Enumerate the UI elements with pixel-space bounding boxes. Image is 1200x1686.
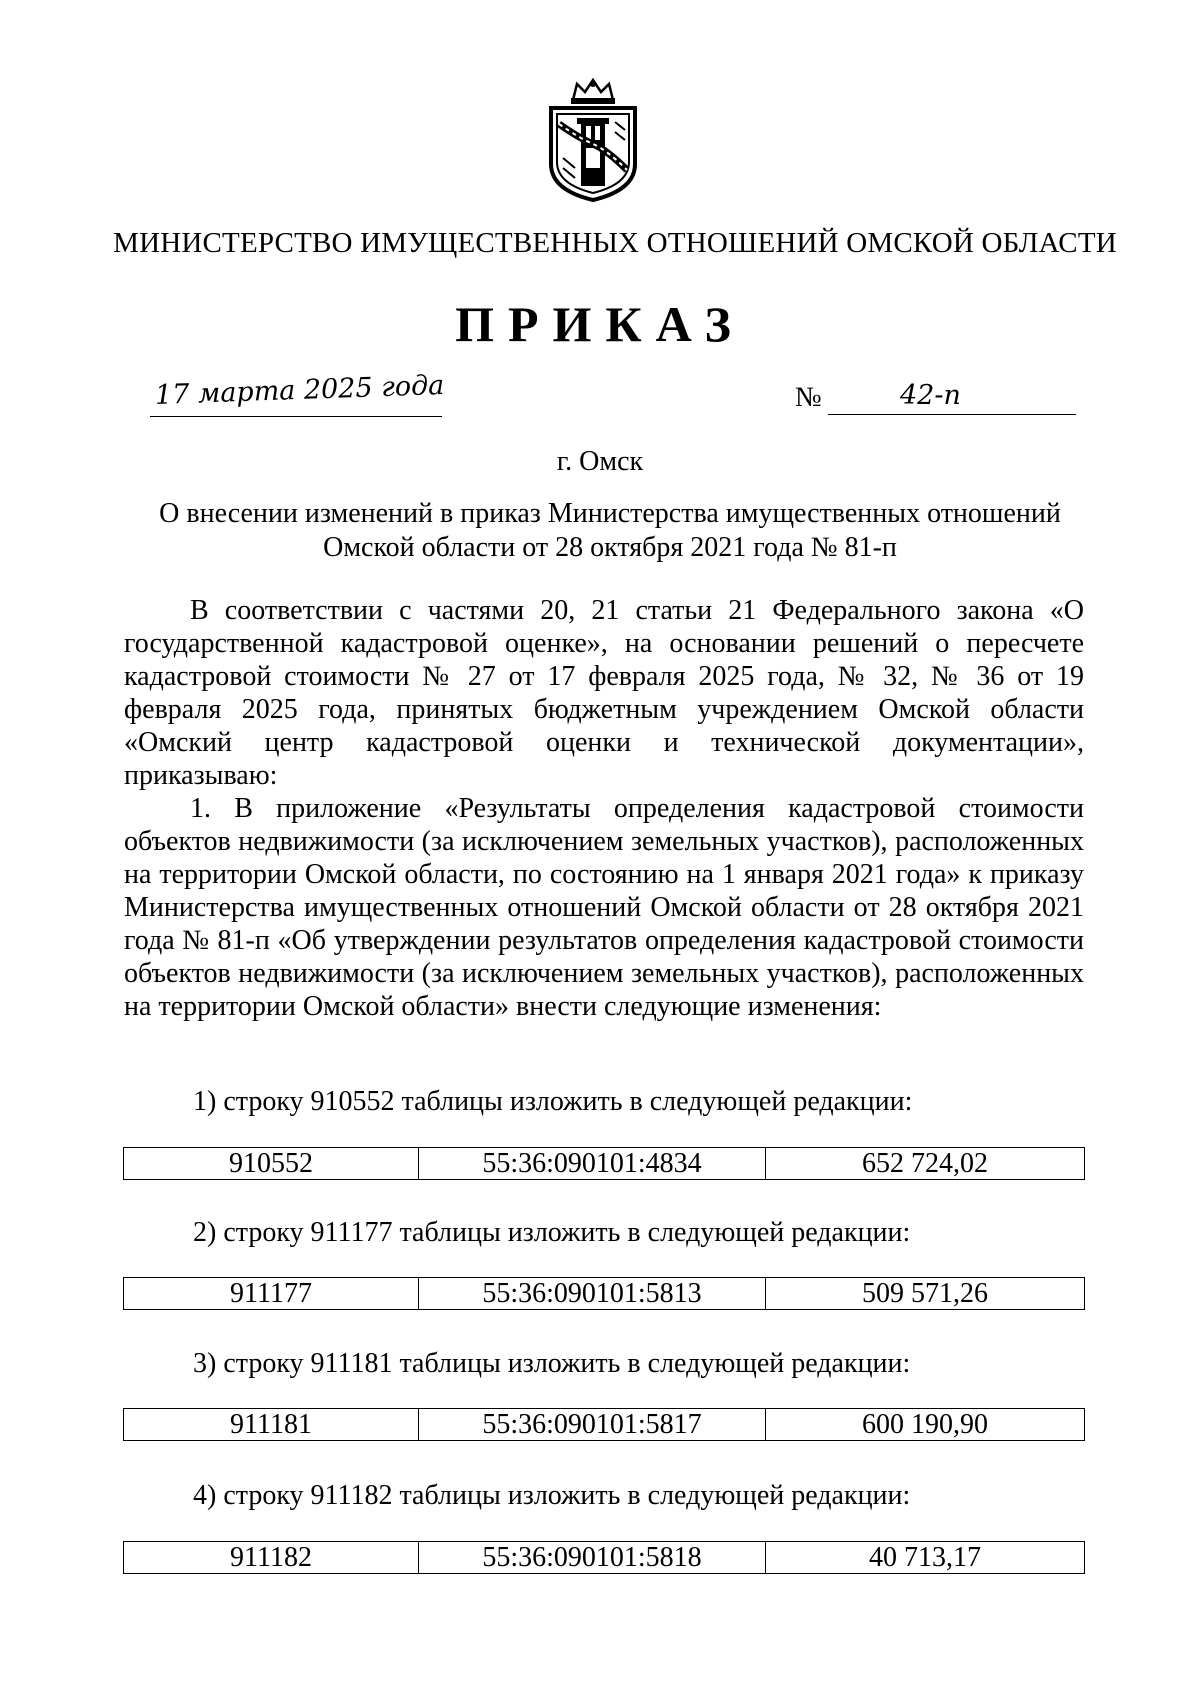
item-1-paragraph: 1. В приложение «Результаты определения кадастровой стоимости объектов недвижимости (за исключением земельных участков), расположенных на территории Омской области, по состоянию на 1 января 2021 года» к приказу Министерства имущественных отношений Омской области от 28 октября 2021 года № 81-п «Об утверждении результатов определения кадастровой стоимости объектов недвижимости (за исключением земельных участков), расположенных на территории Омской области» внести следующие изменения: [124, 793, 1084, 1022]
cadastral-number-cell: 55:36:090101:5813 [419, 1278, 766, 1309]
order-date-field [154, 369, 445, 411]
row-number-cell: 911177 [124, 1278, 419, 1309]
subject-line-1: О внесении изменений в приказ Министерства имущественных отношений [159, 498, 1061, 529]
cadastral-value-cell: 509 571,26 [862, 1277, 988, 1309]
cadastral-value-cell: 652 724,02 [862, 1147, 988, 1179]
row-number-cell: 910552 [124, 1148, 419, 1179]
amendment-4-table-row [123, 1541, 1085, 1574]
row-number-cell: 911181 [124, 1409, 419, 1440]
subject-line-2: Омской области от 28 октября 2021 года № 81-п [323, 532, 897, 563]
amendment-3-intro: 3) строку 911181 таблицы изложить в следующей редакции: [193, 1348, 911, 1379]
cadastral-number-cell: 55:36:090101:4834 [419, 1148, 766, 1179]
omsk-region-coat-of-arms-icon [543, 78, 643, 202]
order-body [124, 594, 1084, 1023]
preamble-paragraph: В соответствии с частями 20, 21 статьи 21 Федерального закона «О государственной кадастровой оценке», на основании решений о пересчете кадастровой стоимости № 27 от 17 февраля 2025 года, № 32, № 36 от 19 февраля 2025 года, принятых бюджетным учреждением Омской области «Омский центр кадастровой оценки и технической документации», приказываю: [124, 595, 1084, 791]
row-number-cell: 911182 [124, 1542, 419, 1573]
amendment-2-intro: 2) строку 911177 таблицы изложить в следующей редакции: [193, 1217, 911, 1248]
document-type-title: ПРИКАЗ [455, 296, 745, 352]
order-subject [140, 497, 1080, 565]
number-underline [828, 414, 1076, 415]
amendment-2-table-row [123, 1277, 1085, 1310]
cadastral-value-cell: 40 713,17 [869, 1541, 981, 1573]
amendment-1-intro: 1) строку 910552 таблицы изложить в следующей редакции: [193, 1086, 913, 1117]
date-underline [150, 416, 442, 417]
order-number-handwritten: 42-п [900, 380, 961, 411]
order-number-field [900, 380, 961, 411]
amendment-4-intro: 4) строку 911182 таблицы изложить в следующей редакции: [193, 1480, 911, 1511]
cadastral-value-cell: 600 190,90 [862, 1408, 988, 1440]
city-name: г. Омск [556, 446, 644, 477]
order-date-handwritten: 17 марта 2025 года [154, 369, 445, 411]
ministry-name: МИНИСТЕРСТВО ИМУЩЕСТВЕННЫХ ОТНОШЕНИЙ ОМСКОЙ ОБЛАСТИ [113, 227, 1117, 259]
amendment-1-table-row [123, 1147, 1085, 1180]
cadastral-number-cell: 55:36:090101:5817 [419, 1409, 766, 1440]
amendment-3-table-row [123, 1408, 1085, 1441]
order-number-label: № [795, 382, 822, 413]
cadastral-number-cell: 55:36:090101:5818 [419, 1542, 766, 1573]
